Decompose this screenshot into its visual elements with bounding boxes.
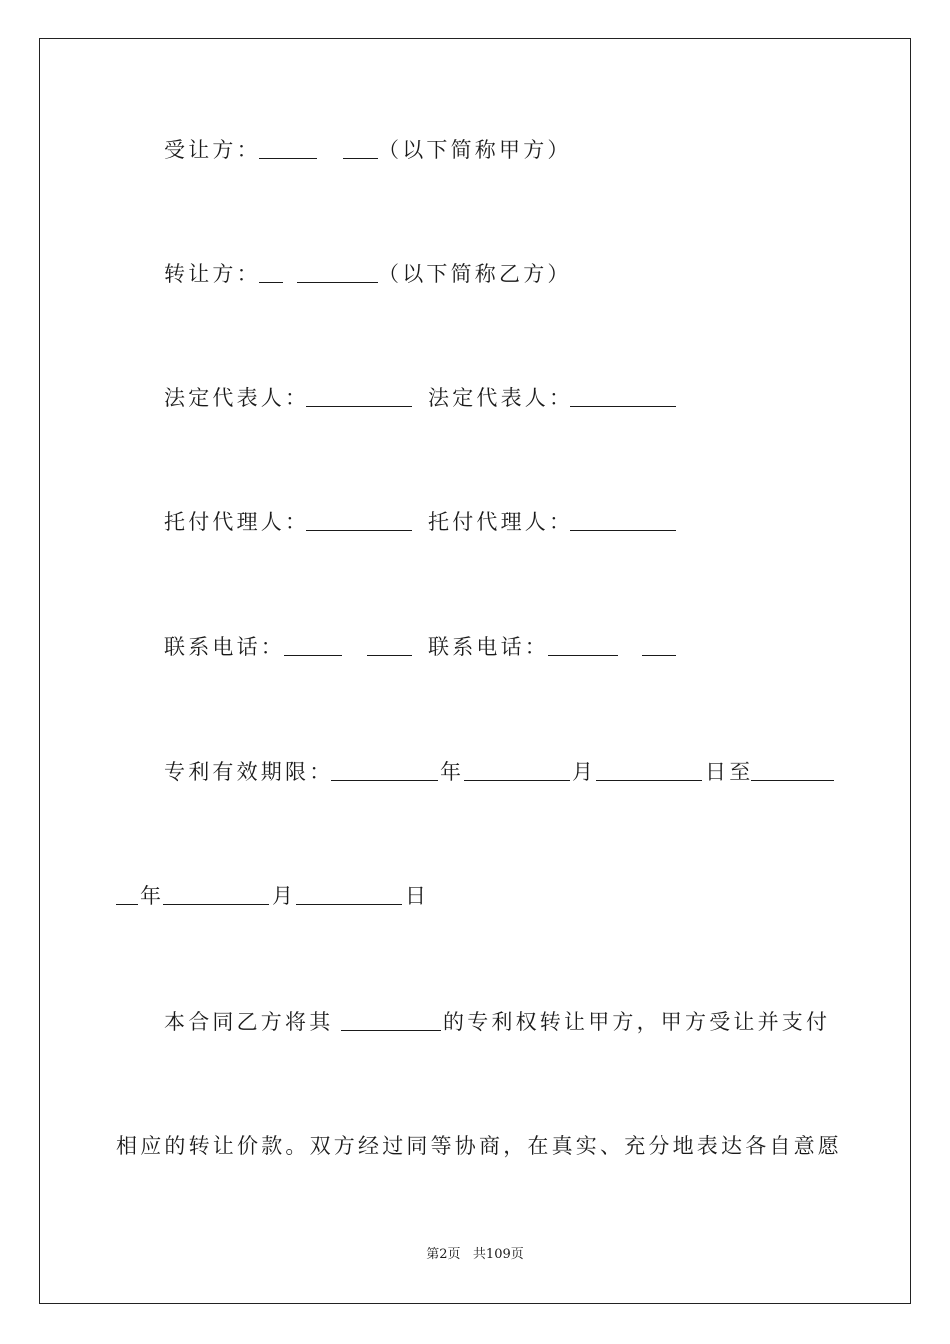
page-footer <box>0 1246 950 1264</box>
assignee-blank-2 <box>343 158 378 159</box>
assignor-note: （以下简称乙方） <box>378 262 572 286</box>
phone-label-a: 联系电话： <box>164 635 285 659</box>
page-border <box>39 38 911 1304</box>
validity-day-to-label: 日至 <box>705 760 754 784</box>
validity-year-label: 年 <box>440 760 465 784</box>
agent-label-a: 托付代理人： <box>164 510 310 534</box>
assignee-label: 受让方： <box>164 138 261 162</box>
assignee-note: （以下简称甲方） <box>378 138 572 162</box>
legal-rep-blank-a <box>306 406 412 407</box>
assignor-blank-2 <box>297 282 378 283</box>
legal-rep-label-a: 法定代表人： <box>164 386 310 410</box>
page-total: 共109页 <box>472 1247 524 1262</box>
phone-label-b: 联系电话： <box>428 635 549 659</box>
legal-representative-line <box>0 383 950 413</box>
validity-end-day-blank <box>296 904 402 905</box>
patent-name-blank <box>341 1030 441 1031</box>
legal-rep-label-b: 法定代表人： <box>428 386 574 410</box>
contract-clause-line-2 <box>0 1131 950 1161</box>
clause-part-b: 的专利权转让甲方，甲方受让并支付 <box>443 1010 831 1034</box>
legal-rep-blank-b <box>570 406 676 407</box>
agent-line <box>0 507 950 537</box>
phone-blank-b2 <box>642 655 676 656</box>
validity-day-blank <box>596 780 702 781</box>
validity-end-year-blank-a <box>751 780 834 781</box>
assignor-label: 转让方： <box>164 262 261 286</box>
phone-line <box>0 632 950 662</box>
validity-label: 专利有效期限： <box>164 760 334 784</box>
validity-end-month-label: 月 <box>272 884 297 908</box>
contract-clause-line-1 <box>0 1007 950 1037</box>
validity-year-blank <box>331 780 438 781</box>
phone-blank-a2 <box>367 655 412 656</box>
validity-end-day-label: 日 <box>405 884 430 908</box>
validity-end-line <box>0 881 950 911</box>
clause-part-a: 本合同乙方将其 <box>164 1010 334 1034</box>
validity-end-year-label: 年 <box>140 884 165 908</box>
validity-end-year-blank-b <box>116 904 138 905</box>
assignor-blank-1 <box>259 282 283 283</box>
patent-validity-line <box>0 757 950 787</box>
phone-blank-b1 <box>548 655 618 656</box>
clause-part-c: 相应的转让价款。双方经过同等协商，在真实、充分地表达各自意愿 <box>116 1134 842 1158</box>
phone-blank-a1 <box>284 655 342 656</box>
assignee-line <box>0 135 950 165</box>
agent-label-b: 托付代理人： <box>428 510 574 534</box>
assignee-blank-1 <box>259 158 317 159</box>
page-number: 第2页 <box>426 1247 461 1262</box>
validity-month-label: 月 <box>572 760 597 784</box>
agent-blank-a <box>306 530 412 531</box>
validity-end-month-blank <box>163 904 269 905</box>
validity-month-blank <box>464 780 570 781</box>
assignor-line <box>0 259 950 289</box>
agent-blank-b <box>570 530 676 531</box>
